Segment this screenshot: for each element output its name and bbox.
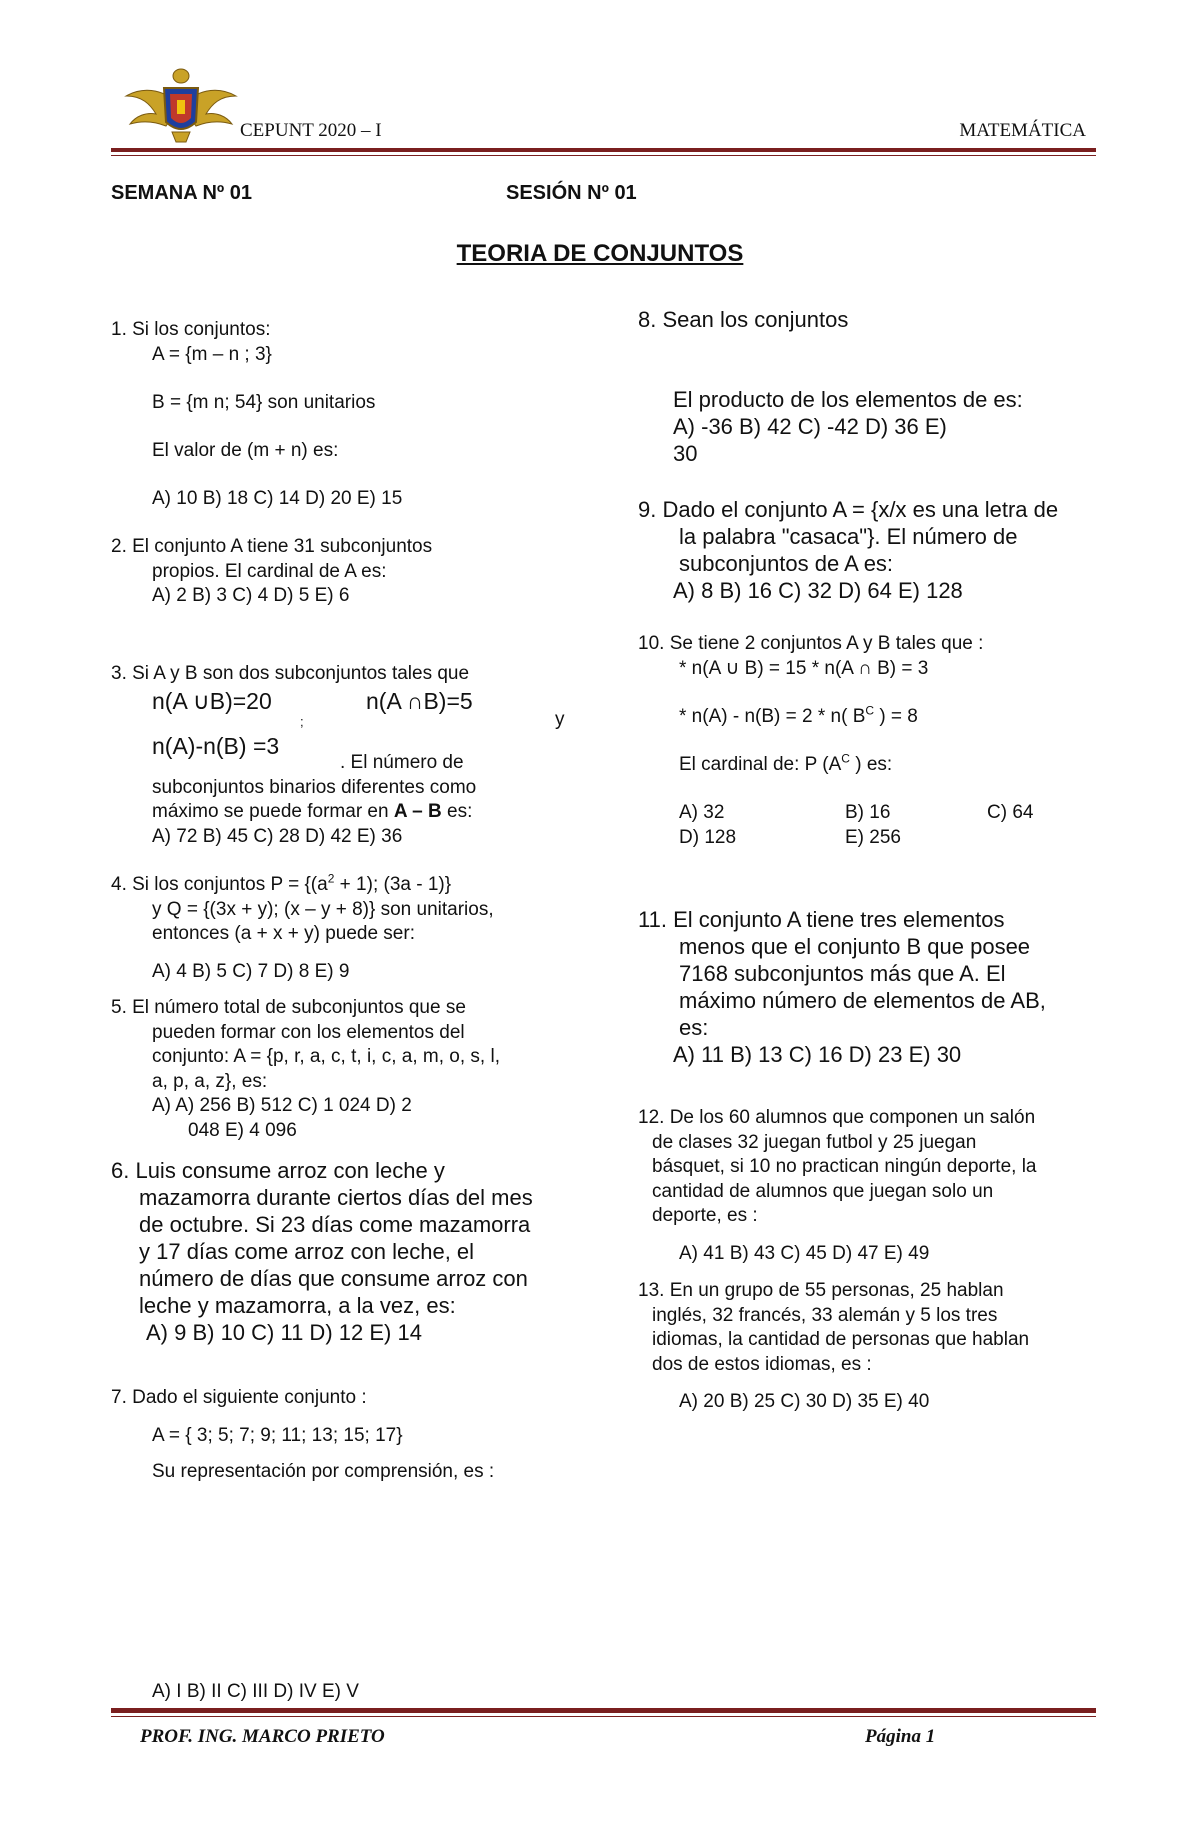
footer-author: PROF. ING. MARCO PRIETO [140,1726,385,1747]
header-course: CEPUNT 2020 – I [240,120,382,141]
university-logo [122,66,240,146]
session-label: SESIÓN Nº 01 [506,182,637,204]
formula-union: n(A ∪B)=20 [152,688,272,714]
page-number: Página 1 [865,1726,936,1747]
footer-rule-thin [111,1716,1096,1717]
week-label: SEMANA Nº 01 [111,182,253,204]
header-rule [111,148,1096,152]
header-rule-thin [111,155,1096,156]
formula-intersection: n(A ∩B)=5 [366,688,473,714]
header-subject: MATEMÁTICA [959,120,1086,141]
page-title: TEORIA DE CONJUNTOS [456,240,744,267]
formula-difference: n(A)-n(B) =3 [152,733,280,759]
footer-rule [111,1708,1096,1713]
